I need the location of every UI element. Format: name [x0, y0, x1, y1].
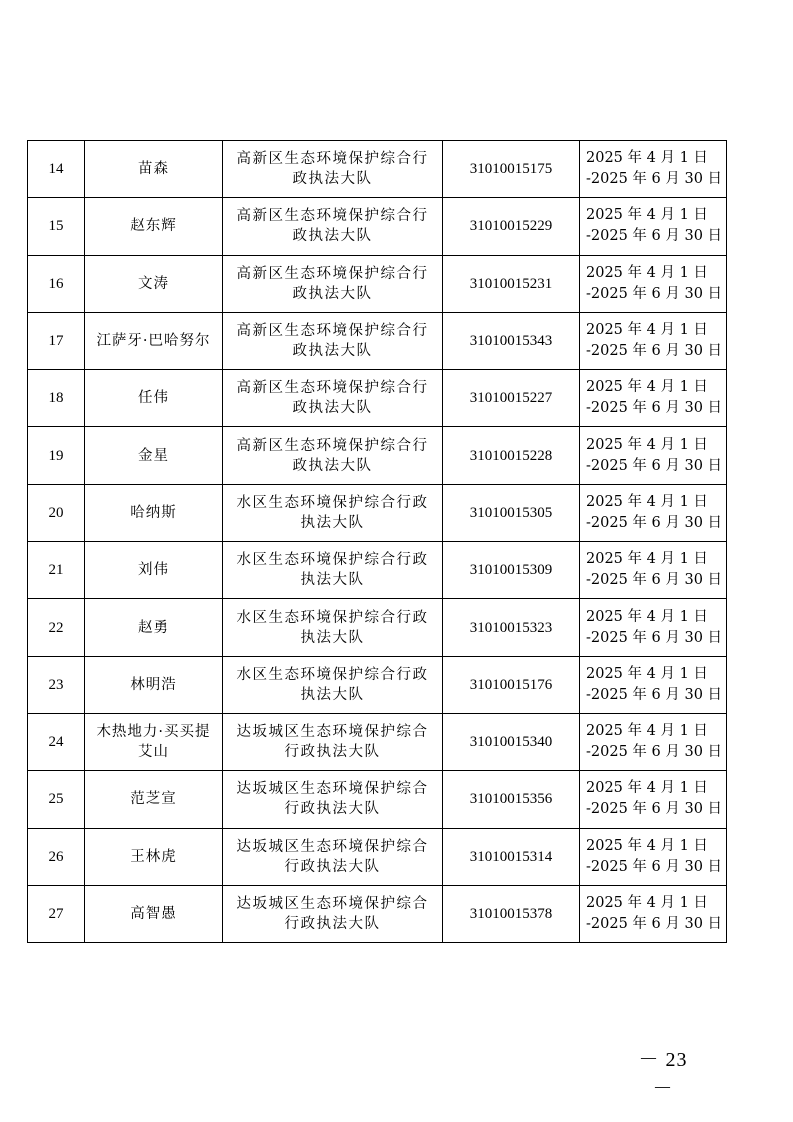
- certificate-number: 31010015314: [443, 828, 580, 885]
- table-body: [28, 141, 727, 943]
- certificate-number: 31010015231: [443, 255, 580, 312]
- certificate-number: 31010015227: [443, 370, 580, 427]
- row-number: 22: [28, 599, 85, 656]
- unit-name: 水区生态环境保护综合行政执法大队: [223, 484, 443, 541]
- period-start: 2025 年 4 月 1 日: [586, 837, 708, 854]
- certificate-number: 31010015309: [443, 542, 580, 599]
- person-name: 哈纳斯: [85, 484, 223, 541]
- table-row: [28, 771, 727, 828]
- certificate-number: 31010015356: [443, 771, 580, 828]
- table-row: [28, 885, 727, 942]
- validity-period: [580, 771, 727, 828]
- period-end: -2025 年 6 月 30 日: [586, 400, 723, 417]
- unit-name: 达坂城区生态环境保护综合行政执法大队: [223, 828, 443, 885]
- person-name: 王林虎: [85, 828, 223, 885]
- period-start: 2025 年 4 月 1 日: [586, 895, 708, 911]
- period-end: -2025 年 6 月 30 日: [586, 801, 723, 818]
- certificate-number: 31010015343: [443, 312, 580, 369]
- unit-name: 高新区生态环境保护综合行政执法大队: [223, 255, 443, 312]
- period-start: 2025 年 4 月 1 日: [586, 150, 708, 167]
- period-start: 2025 年 4 月 1 日: [586, 264, 708, 281]
- unit-name: 达坂城区生态环境保护综合行政执法大队: [223, 885, 443, 942]
- validity-period: [580, 312, 727, 369]
- person-name: 赵勇: [85, 599, 223, 656]
- period-end: -2025 年 6 月 30 日: [586, 514, 723, 531]
- validity-period: [580, 656, 727, 713]
- unit-name: 达坂城区生态环境保护综合行政执法大队: [223, 771, 443, 828]
- person-name: 金星: [85, 427, 223, 484]
- period-end: -2025 年 6 月 30 日: [586, 285, 723, 302]
- unit-name: 高新区生态环境保护综合行政执法大队: [223, 198, 443, 255]
- certificate-number: 31010015229: [443, 198, 580, 255]
- person-name: 任伟: [85, 370, 223, 427]
- row-number: 20: [28, 484, 85, 541]
- unit-name: 达坂城区生态环境保护综合行政执法大队: [223, 713, 443, 770]
- period-start: 2025 年 4 月 1 日: [586, 379, 708, 396]
- table-row: [28, 312, 727, 369]
- row-number: 23: [28, 656, 85, 713]
- person-name: 高智愚: [85, 885, 223, 942]
- certificate-number: 31010015305: [443, 484, 580, 541]
- person-name: 木热地力·买买提艾山: [85, 713, 223, 770]
- row-number: 26: [28, 828, 85, 885]
- person-name: 文涛: [85, 255, 223, 312]
- period-start: 2025 年 4 月 1 日: [586, 493, 708, 510]
- unit-name: 高新区生态环境保护综合行政执法大队: [223, 312, 443, 369]
- table-row: [28, 484, 727, 541]
- row-number: 25: [28, 771, 85, 828]
- unit-name: 水区生态环境保护综合行政执法大队: [223, 599, 443, 656]
- validity-period: [580, 713, 727, 770]
- certificate-number: 31010015228: [443, 427, 580, 484]
- period-end: -2025 年 6 月 30 日: [586, 629, 723, 646]
- certificate-number: 31010015175: [443, 141, 580, 198]
- table-row: [28, 255, 727, 312]
- table-row: [28, 427, 727, 484]
- validity-period: [580, 828, 727, 885]
- period-end: -2025 年 6 月 30 日: [586, 228, 723, 245]
- unit-name: 水区生态环境保护综合行政执法大队: [223, 542, 443, 599]
- validity-period: [580, 198, 727, 255]
- table-row: [28, 656, 727, 713]
- unit-name: 高新区生态环境保护综合行政执法大队: [223, 427, 443, 484]
- table-row: [28, 828, 727, 885]
- period-end: -2025 年 6 月 30 日: [586, 916, 723, 932]
- period-start: 2025 年 4 月 1 日: [586, 436, 708, 453]
- validity-period: [580, 885, 727, 942]
- row-number: 19: [28, 427, 85, 484]
- page-number: － 23 －: [638, 1049, 688, 1100]
- unit-name: 水区生态环境保护综合行政执法大队: [223, 656, 443, 713]
- row-number: 16: [28, 255, 85, 312]
- period-start: 2025 年 4 月 1 日: [586, 608, 708, 625]
- row-number: 15: [28, 198, 85, 255]
- period-end: -2025 年 6 月 30 日: [586, 457, 723, 474]
- row-number: 14: [28, 141, 85, 198]
- period-start: 2025 年 4 月 1 日: [586, 551, 708, 568]
- validity-period: [580, 542, 727, 599]
- period-start: 2025 年 4 月 1 日: [586, 723, 708, 740]
- certificate-number: 31010015176: [443, 656, 580, 713]
- validity-period: [580, 255, 727, 312]
- validity-period: [580, 141, 727, 198]
- table-row: [28, 141, 727, 198]
- period-start: 2025 年 4 月 1 日: [586, 780, 708, 797]
- person-name: 江萨牙·巴哈努尔: [85, 312, 223, 369]
- person-name: 刘伟: [85, 542, 223, 599]
- unit-name: 高新区生态环境保护综合行政执法大队: [223, 370, 443, 427]
- table-row: [28, 370, 727, 427]
- certificate-number: 31010015323: [443, 599, 580, 656]
- table-row: [28, 198, 727, 255]
- row-number: 24: [28, 713, 85, 770]
- person-name: 苗森: [85, 141, 223, 198]
- enforcement-personnel-table: [27, 140, 727, 943]
- table-row: [28, 599, 727, 656]
- table-row: [28, 713, 727, 770]
- validity-period: [580, 484, 727, 541]
- period-end: -2025 年 6 月 30 日: [586, 858, 723, 875]
- row-number: 27: [28, 885, 85, 942]
- period-end: -2025 年 6 月 30 日: [586, 171, 723, 188]
- person-name: 赵东辉: [85, 198, 223, 255]
- period-start: 2025 年 4 月 1 日: [586, 207, 708, 224]
- validity-period: [580, 599, 727, 656]
- certificate-number: 31010015378: [443, 885, 580, 942]
- table-row: [28, 542, 727, 599]
- unit-name: 高新区生态环境保护综合行政执法大队: [223, 141, 443, 198]
- period-start: 2025 年 4 月 1 日: [586, 665, 708, 682]
- period-end: -2025 年 6 月 30 日: [586, 686, 723, 703]
- row-number: 21: [28, 542, 85, 599]
- period-end: -2025 年 6 月 30 日: [586, 572, 723, 589]
- row-number: 18: [28, 370, 85, 427]
- period-end: -2025 年 6 月 30 日: [586, 744, 723, 761]
- row-number: 17: [28, 312, 85, 369]
- period-end: -2025 年 6 月 30 日: [586, 343, 723, 360]
- person-name: 林明浩: [85, 656, 223, 713]
- validity-period: [580, 427, 727, 484]
- period-start: 2025 年 4 月 1 日: [586, 322, 708, 339]
- person-name: 范芝宣: [85, 771, 223, 828]
- validity-period: [580, 370, 727, 427]
- certificate-number: 31010015340: [443, 713, 580, 770]
